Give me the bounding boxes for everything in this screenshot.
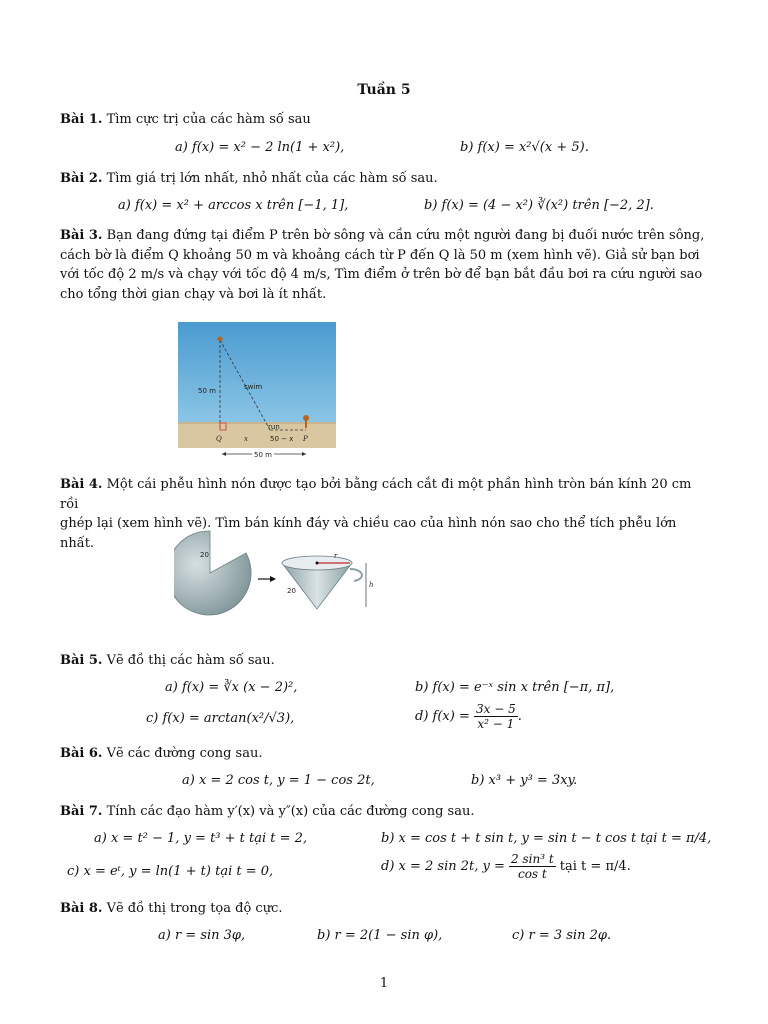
exercise-5-label: Bài 5.	[60, 653, 103, 668]
cone-funnel-figure	[174, 527, 384, 621]
rescuer	[303, 415, 309, 421]
exercise-5d-numerator: 3x − 5	[475, 702, 516, 716]
exercise-6-text: Vẽ các đường cong sau.	[106, 746, 263, 761]
exercise-7d-denominator: cos t	[517, 867, 547, 881]
exercise-5	[60, 651, 708, 671]
exercise-4-label: Bài 4.	[60, 477, 103, 492]
exercise-7d	[381, 852, 631, 881]
funnel-handle	[350, 569, 362, 581]
exercise-7c: c) x = eᵗ, y = ln(1 + t) tại t = 0,	[67, 864, 274, 879]
exercise-1a: a) f(x) = x² − 2 ln(1 + x²),	[175, 140, 345, 155]
exercise-7d-numerator: 2 sin³ t	[511, 852, 554, 866]
exercise-4	[60, 475, 708, 553]
exercise-8-label: Bài 8.	[60, 901, 103, 916]
exercise-4-line-1: Một cái phễu hình nón được tạo bởi bằng cách cắt đi một phần hình tròn bán kính 20 cm rồi	[60, 477, 692, 512]
exercise-6b: b) x³ + y³ = 3xy.	[471, 773, 578, 788]
exercise-2b: b) f(x) = (4 − x²) ∛(x²) trên [−2, 2].	[424, 198, 654, 213]
drowning-person	[218, 337, 223, 342]
disk-radius-label: 20	[200, 551, 209, 559]
river-bank	[178, 422, 336, 448]
base-radius-label: r	[334, 552, 338, 560]
distance-label: 50 m	[198, 387, 216, 395]
exercise-5d-fraction	[474, 702, 518, 731]
exercise-5d	[415, 702, 522, 731]
point-q-label: Q	[216, 435, 222, 443]
cut-disk	[174, 531, 251, 615]
exercise-6a: a) x = 2 cos t, y = 1 − cos 2t,	[182, 773, 375, 788]
exercise-5d-suffix: .	[517, 709, 522, 724]
swim-label: swim	[244, 383, 263, 391]
exercise-7-label: Bài 7.	[60, 804, 103, 819]
exercise-2-label: Bài 2.	[60, 171, 103, 186]
exercise-2-text: Tìm giá trị lớn nhất, nhỏ nhất của các hàm số sau.	[106, 171, 438, 186]
exercise-6-label: Bài 6.	[60, 746, 103, 761]
exercise-1	[60, 110, 708, 130]
exercise-3-line-4: cho tổng thời gian chạy và bơi là ít nhất.	[60, 286, 327, 302]
exercise-5d-denominator: x² − 1	[477, 717, 515, 731]
exercise-2	[60, 169, 708, 189]
height-label: h	[369, 581, 374, 589]
exercise-3-line-3: với tốc độ 2 m/s và chạy với tốc độ 4 m/s, Tìm điểm ở trên bờ để bạn bắt đầu bơi ra cứu người sao	[60, 267, 703, 282]
exercise-5a: a) f(x) = ∛x (x − 2)²,	[165, 680, 298, 695]
exercise-7d-prefix: d) x = 2 sin 2t, y =	[381, 859, 505, 874]
exercise-7a: a) x = t² − 1, y = t³ + t tại t = 2,	[94, 831, 308, 846]
exercise-6	[60, 744, 708, 764]
exercise-8a: a) r = sin 3φ,	[158, 928, 246, 943]
exercise-3-label: Bài 3.	[60, 228, 103, 243]
exercise-3	[60, 226, 708, 304]
exercise-7-text: Tính các đạo hàm y′(x) và y″(x) của các đường cong sau.	[106, 804, 475, 819]
exercise-1-label: Bài 1.	[60, 112, 103, 127]
exercise-5c: c) f(x) = arctan(x²/√3),	[146, 711, 295, 726]
exercise-1-text: Tìm cực trị của các hàm số sau	[106, 112, 311, 127]
exercise-7d-suffix: tại t = π/4.	[559, 859, 631, 874]
exercise-8-text: Vẽ đồ thị trong tọa độ cực.	[106, 901, 283, 916]
river-water	[178, 322, 336, 424]
exercise-3-line-2: cách bờ là điểm Q khoảng 50 m và khoảng cách từ P đến Q là 50 m (xem hình vẽ). Giả sử bạn bơi	[60, 247, 700, 263]
river-rescue-figure	[178, 322, 336, 464]
x-label: x	[244, 435, 248, 443]
page-title: Tuần 5	[357, 82, 411, 98]
exercise-1b: b) f(x) = x²√(x + 5).	[460, 140, 589, 155]
run-label: run	[268, 423, 280, 431]
exercise-5-text: Vẽ đồ thị các hàm số sau.	[106, 653, 275, 668]
exercise-8c: c) r = 3 sin 2φ.	[512, 928, 612, 943]
exercise-8b: b) r = 2(1 − sin φ),	[317, 928, 443, 943]
exercise-2a: a) f(x) = x² + arccos x trên [−1, 1],	[118, 198, 349, 213]
point-p-label: P	[303, 435, 308, 443]
exercise-5b: b) f(x) = e⁻ˣ sin x trên [−π, π],	[415, 680, 615, 695]
bank-distance-label: 50 m	[254, 451, 272, 459]
exercise-7d-fraction	[509, 852, 556, 881]
remaining-distance-label: 50 − x	[270, 435, 294, 443]
exercise-5d-prefix: d) f(x) =	[415, 709, 470, 724]
exercise-7b: b) x = cos t + t sin t, y = sin t − t cos t tại t = π/4,	[381, 831, 712, 846]
page-number: 1	[379, 976, 389, 991]
exercise-7	[60, 802, 708, 822]
exercise-4-line-2: ghép lại (xem hình vẽ). Tìm bán kính đáy và chiều cao của hình nón sao cho thể tích phễu lớn nhất.	[60, 516, 677, 551]
exercise-3-line-1: Bạn đang đứng tại điểm P trên bờ sông và cần cứu một người đang bị đuối nước trên sông,	[106, 228, 705, 243]
slant-label: 20	[287, 587, 296, 595]
exercise-8	[60, 899, 708, 919]
